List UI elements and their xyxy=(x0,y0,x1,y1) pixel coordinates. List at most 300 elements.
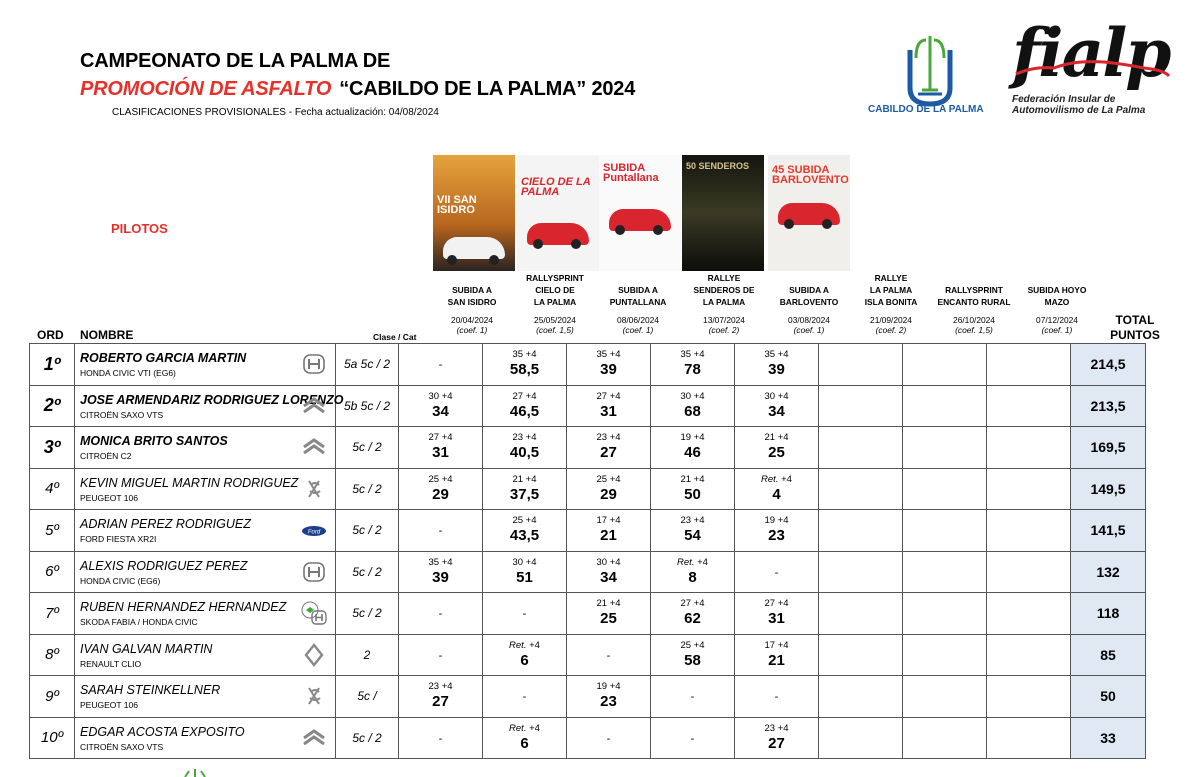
class-cell: 5c / 2 xyxy=(336,593,399,635)
result-points: 43,5 xyxy=(509,527,540,545)
event-title-line xyxy=(1015,272,1099,284)
class-cell: 5c / 2 xyxy=(336,468,399,510)
class-cell: 5c / 2 xyxy=(336,510,399,552)
result-breakdown: 35 +4 xyxy=(764,349,789,361)
total-points: 214,5 xyxy=(1071,344,1146,386)
result-breakdown: 25 +4 xyxy=(596,473,621,485)
result-breakdown: 30 +4 xyxy=(764,390,789,402)
result-cell-empty xyxy=(987,634,1071,676)
result-breakdown: 21 +4 xyxy=(680,473,705,485)
result-cell xyxy=(567,427,651,469)
result-cell-empty xyxy=(987,344,1071,386)
driver-cell xyxy=(75,344,336,386)
result-points: 68 xyxy=(684,402,701,420)
total-points: 33 xyxy=(1071,717,1146,759)
result-cell xyxy=(651,510,735,552)
driver-cell xyxy=(75,676,336,718)
no-result: - xyxy=(774,566,779,579)
result-breakdown: 27 +4 xyxy=(764,598,789,610)
skoda-honda-logo-icon xyxy=(301,601,327,625)
car-model: CITROËN SAXO VTS xyxy=(80,409,164,420)
result-cell xyxy=(567,385,651,427)
result-points: 78 xyxy=(684,361,701,379)
result-breakdown: Ret. +4 xyxy=(677,556,708,568)
result-points: 29 xyxy=(432,485,449,503)
table-row xyxy=(30,385,1146,427)
car-model: CITROËN C2 xyxy=(80,451,132,461)
event-title-line: CIELO DE xyxy=(535,285,575,295)
result-cell-empty xyxy=(987,468,1071,510)
result-breakdown: Ret. +4 xyxy=(509,639,540,651)
driver-name: ALEXIS RODRIGUEZ PEREZ xyxy=(80,558,248,573)
result-points: 21 xyxy=(600,527,617,545)
no-result: - xyxy=(606,732,611,745)
svg-text:Ford: Ford xyxy=(307,529,321,536)
table-row xyxy=(30,676,1146,718)
table-row xyxy=(30,717,1146,759)
car-model: PEUGEOT 106 xyxy=(80,492,138,503)
result-cell-empty xyxy=(819,344,903,386)
result-breakdown: 27 +4 xyxy=(596,390,621,402)
result-breakdown: 23 +4 xyxy=(680,515,705,527)
fialp-subtitle: Federación Insular de Automovilismo de La Palma xyxy=(1012,94,1146,116)
table-row xyxy=(30,634,1146,676)
driver-name: ADRIAN PEREZ RODRIGUEZ xyxy=(80,517,251,531)
result-breakdown: Ret. +4 xyxy=(509,722,540,734)
event-date xyxy=(596,315,680,335)
class-cell: 5c / 2 xyxy=(336,551,399,593)
result-points: 4 xyxy=(772,485,781,503)
event-title-line: SENDEROS DE xyxy=(693,285,755,295)
result-breakdown: 35 +4 xyxy=(512,349,537,361)
result-breakdown: 21 +4 xyxy=(764,432,789,444)
citroen-logo-icon xyxy=(301,435,327,459)
result-cell xyxy=(567,551,651,593)
result-points: 39 xyxy=(600,361,617,379)
result-points: 34 xyxy=(768,402,785,420)
event-date xyxy=(513,315,597,335)
position-cell: 9º xyxy=(30,676,75,718)
result-cell xyxy=(735,427,819,469)
event-date-text: 21/09/2024 xyxy=(870,315,912,325)
ford-logo-icon xyxy=(301,518,327,542)
event-header xyxy=(1015,272,1099,308)
result-cell-empty xyxy=(903,634,987,676)
result-breakdown: 30 +4 xyxy=(680,390,705,402)
result-cell-empty xyxy=(819,634,903,676)
total-points: 50 xyxy=(1071,676,1146,718)
result-cell xyxy=(651,344,735,386)
result-points: 39 xyxy=(432,568,449,586)
result-breakdown: 23 +4 xyxy=(428,681,453,693)
event-title-line: RALLYSPRINT xyxy=(945,285,1003,295)
result-cell xyxy=(735,717,819,759)
total-points: 169,5 xyxy=(1071,427,1146,469)
result-points: 21 xyxy=(768,651,785,669)
result-points: 58 xyxy=(684,651,701,669)
result-points: 37,5 xyxy=(509,485,540,503)
event-date-text: 26/10/2024 xyxy=(953,315,995,325)
result-points: 31 xyxy=(600,402,617,420)
result-cell xyxy=(567,634,651,676)
event-date-text: 13/07/2024 xyxy=(703,315,745,325)
peugeot-logo-icon xyxy=(301,684,327,708)
result-breakdown: 25 +4 xyxy=(512,515,537,527)
event-title-line: LA PALMA xyxy=(869,285,913,295)
car-model: CITROËN SAXO VTS xyxy=(80,741,164,752)
driver-name: JOSE ARMENDARIZ RODRIGUEZ LORENZO xyxy=(80,392,344,407)
event-title-line: SUBIDA A xyxy=(618,285,658,295)
event-title-line xyxy=(596,272,680,284)
position-cell: 2º xyxy=(30,385,75,427)
result-points: 34 xyxy=(600,568,617,586)
event-title-line: SUBIDA A xyxy=(789,285,829,295)
no-result: - xyxy=(438,608,443,621)
result-cell xyxy=(399,385,483,427)
leaf-logo-icon xyxy=(175,767,215,777)
result-cell xyxy=(483,634,567,676)
result-cell xyxy=(567,344,651,386)
table-row xyxy=(30,344,1146,386)
result-points: 23 xyxy=(600,693,617,711)
no-result: - xyxy=(690,691,695,704)
result-cell xyxy=(735,344,819,386)
result-cell-empty xyxy=(903,593,987,635)
result-breakdown: 27 +4 xyxy=(428,432,453,444)
event-date xyxy=(1015,315,1099,335)
result-points: 27 xyxy=(600,444,617,462)
result-cell xyxy=(567,468,651,510)
event-coef: (coef. 1,5) xyxy=(955,325,993,335)
result-points: 50 xyxy=(684,485,701,503)
event-title-line xyxy=(430,272,514,284)
result-cell xyxy=(735,634,819,676)
result-points: 46,5 xyxy=(509,402,540,420)
result-cell xyxy=(483,551,567,593)
result-points: 25 xyxy=(768,444,785,462)
event-coef: (coef. 1,5) xyxy=(536,325,574,335)
driver-name: ROBERTO GARCIA MARTIN xyxy=(80,351,247,365)
result-cell xyxy=(651,385,735,427)
event-title-line: RALLYE xyxy=(874,273,908,283)
event-header xyxy=(849,272,933,308)
event-date xyxy=(430,315,514,335)
result-cell xyxy=(483,427,567,469)
result-cell-empty xyxy=(903,676,987,718)
result-cell xyxy=(651,468,735,510)
event-date-text: 07/12/2024 xyxy=(1036,315,1078,325)
cabildo-logo-text: CABILDO DE LA PALMA xyxy=(868,104,984,115)
result-points: 39 xyxy=(768,361,785,379)
position-cell: 3º xyxy=(30,427,75,469)
event-title-line: ENCANTO RURAL xyxy=(937,297,1011,307)
result-cell-empty xyxy=(987,593,1071,635)
class-cell: 5c / 2 xyxy=(336,717,399,759)
result-cell xyxy=(483,676,567,718)
result-cell-empty xyxy=(903,510,987,552)
honda-logo-icon xyxy=(301,560,327,584)
result-cell-empty xyxy=(819,676,903,718)
result-points: 6 xyxy=(520,651,529,669)
result-cell xyxy=(651,551,735,593)
event-title-line: PUNTALLANA xyxy=(609,297,667,307)
result-points: 40,5 xyxy=(509,444,540,462)
no-result: - xyxy=(438,649,443,662)
event-coef: (coef. 2) xyxy=(875,325,907,335)
citroen-logo-icon xyxy=(301,726,327,750)
poster-puntallana[interactable]: SUBIDA Puntallana xyxy=(599,155,681,271)
result-points: 31 xyxy=(432,444,449,462)
car-model: SKODA FABIA / HONDA CIVIC xyxy=(80,617,198,627)
result-cell xyxy=(399,510,483,552)
result-cell xyxy=(567,717,651,759)
driver-cell xyxy=(75,717,336,759)
result-cell-empty xyxy=(819,551,903,593)
result-breakdown: 21 +4 xyxy=(512,473,537,485)
result-points: 6 xyxy=(520,734,529,752)
event-coef: (coef. 1) xyxy=(622,325,654,335)
result-cell xyxy=(399,427,483,469)
result-points: 8 xyxy=(688,568,697,586)
total-points: 141,5 xyxy=(1071,510,1146,552)
class-cell: 5b 5c / 2 xyxy=(336,385,399,427)
result-points: 62 xyxy=(684,610,701,628)
result-cell xyxy=(399,593,483,635)
result-cell xyxy=(399,551,483,593)
total-points: 118 xyxy=(1071,593,1146,635)
result-cell-empty xyxy=(819,717,903,759)
table-row xyxy=(30,510,1146,552)
result-cell xyxy=(483,344,567,386)
result-breakdown: 35 +4 xyxy=(596,349,621,361)
result-cell-empty xyxy=(903,717,987,759)
position-cell: 10º xyxy=(30,717,75,759)
event-title-line: RALLYE xyxy=(707,273,741,283)
standings-table xyxy=(29,343,1146,759)
result-points: 58,5 xyxy=(509,361,540,379)
event-coef: (coef. 2) xyxy=(708,325,740,335)
result-cell-empty xyxy=(987,551,1071,593)
result-cell-empty xyxy=(987,676,1071,718)
column-header-nombre: NOMBRE xyxy=(80,328,134,342)
event-title-line: SUBIDA HOYO xyxy=(1027,285,1087,295)
result-points: 23 xyxy=(768,527,785,545)
result-points: 25 xyxy=(600,610,617,628)
no-result: - xyxy=(690,732,695,745)
result-breakdown: 23 +4 xyxy=(596,432,621,444)
result-cell xyxy=(651,634,735,676)
update-subtitle: CLASIFICACIONES PROVISIONALES - Fecha actualización: 04/08/2024 xyxy=(112,107,439,118)
event-title-line: LA PALMA xyxy=(533,297,577,307)
total-points: 149,5 xyxy=(1071,468,1146,510)
poster-senderos[interactable]: 50 SENDEROS xyxy=(682,155,764,271)
result-cell xyxy=(483,510,567,552)
result-breakdown: 23 +4 xyxy=(764,722,789,734)
event-title-line: MAZO xyxy=(1044,297,1070,307)
column-header-total: TOTAL PUNTOS xyxy=(1110,313,1160,342)
result-breakdown: 17 +4 xyxy=(596,515,621,527)
result-cell xyxy=(567,510,651,552)
event-date xyxy=(767,315,851,335)
position-cell: 4º xyxy=(30,468,75,510)
table-row xyxy=(30,468,1146,510)
result-cell-empty xyxy=(819,510,903,552)
position-cell: 5º xyxy=(30,510,75,552)
result-breakdown: 30 +4 xyxy=(596,556,621,568)
driver-name: RUBEN HERNANDEZ HERNANDEZ xyxy=(80,600,287,614)
result-breakdown: 19 +4 xyxy=(680,432,705,444)
no-result: - xyxy=(438,732,443,745)
fialp-wordmark: fialp xyxy=(1012,14,1170,92)
position-cell: 7º xyxy=(30,593,75,635)
event-header xyxy=(596,272,680,308)
table-row xyxy=(30,427,1146,469)
event-title-line: BARLOVENTO xyxy=(779,297,839,307)
result-cell xyxy=(651,676,735,718)
no-result: - xyxy=(606,649,611,662)
total-points: 132 xyxy=(1071,551,1146,593)
result-points: 31 xyxy=(768,610,785,628)
result-points: 29 xyxy=(600,485,617,503)
result-breakdown: 35 +4 xyxy=(680,349,705,361)
result-breakdown: 27 +4 xyxy=(680,598,705,610)
result-cell xyxy=(399,468,483,510)
event-title-line: SUBIDA A xyxy=(452,285,492,295)
result-cell xyxy=(735,551,819,593)
result-breakdown: 35 +4 xyxy=(428,556,453,568)
car-model: PEUGEOT 106 xyxy=(80,700,138,710)
driver-cell xyxy=(75,593,336,635)
result-cell-empty xyxy=(903,344,987,386)
position-cell: 6º xyxy=(30,551,75,593)
result-cell-empty xyxy=(819,468,903,510)
column-header-ord: ORD xyxy=(37,328,64,342)
title-highlight: PROMOCIÓN DE ASFALTO xyxy=(80,78,332,100)
result-cell xyxy=(483,717,567,759)
peugeot-logo-icon xyxy=(301,477,327,501)
event-title-line: ISLA BONITA xyxy=(864,297,918,307)
event-coef: (coef. 1) xyxy=(793,325,825,335)
result-points: 51 xyxy=(516,568,533,586)
class-cell: 5c / xyxy=(336,676,399,718)
result-points: 27 xyxy=(768,734,785,752)
result-cell-empty xyxy=(987,717,1071,759)
result-cell-empty xyxy=(819,593,903,635)
result-breakdown: 25 +4 xyxy=(428,473,453,485)
result-cell xyxy=(651,717,735,759)
table-row xyxy=(30,551,1146,593)
position-cell: 8º xyxy=(30,634,75,676)
no-result: - xyxy=(774,691,779,704)
result-points: 34 xyxy=(432,402,449,420)
driver-name: MONICA BRITO SANTOS xyxy=(80,434,228,448)
result-points: 54 xyxy=(684,527,701,545)
result-breakdown: 19 +4 xyxy=(596,681,621,693)
result-points: 46 xyxy=(684,444,701,462)
event-date xyxy=(932,315,1016,335)
result-cell xyxy=(483,468,567,510)
driver-cell xyxy=(75,510,336,552)
total-points: 85 xyxy=(1071,634,1146,676)
poster-san-isidro[interactable]: VII SAN ISIDRO xyxy=(433,155,515,271)
no-result: - xyxy=(438,525,443,538)
driver-name: SARAH STEINKELLNER xyxy=(80,683,221,697)
poster-cielo-de-la-palma[interactable]: CIELO DE LA PALMA xyxy=(517,155,599,271)
event-header xyxy=(767,272,851,308)
result-cell xyxy=(399,634,483,676)
car-silhouette-icon xyxy=(1014,56,1174,80)
driver-cell xyxy=(75,427,336,469)
result-cell-empty xyxy=(903,468,987,510)
event-date xyxy=(849,315,933,335)
table-row xyxy=(30,593,1146,635)
poster-barlovento[interactable]: 45 SUBIDA BARLOVENTO xyxy=(768,155,850,271)
result-breakdown: 17 +4 xyxy=(764,639,789,651)
car-model: HONDA CIVIC VTI (EG6) xyxy=(80,368,176,378)
result-cell xyxy=(399,676,483,718)
column-header-clase: Clase / Cat xyxy=(373,332,417,342)
driver-cell xyxy=(75,551,336,593)
honda-logo-icon xyxy=(301,352,327,376)
total-points: 213,5 xyxy=(1071,385,1146,427)
driver-cell xyxy=(75,468,336,510)
result-cell xyxy=(567,676,651,718)
class-cell: 5a 5c / 2 xyxy=(336,344,399,386)
driver-name: KEVIN MIGUEL MARTIN RODRIGUEZ xyxy=(80,475,299,490)
result-points: 27 xyxy=(432,693,449,711)
renault-logo-icon xyxy=(301,643,327,667)
result-cell xyxy=(735,593,819,635)
result-breakdown: 30 +4 xyxy=(428,390,453,402)
result-cell xyxy=(399,344,483,386)
event-date-text: 08/06/2024 xyxy=(617,315,659,325)
result-cell xyxy=(483,385,567,427)
event-title-line: RALLYSPRINT xyxy=(526,273,584,283)
event-coef: (coef. 1) xyxy=(456,325,488,335)
event-header xyxy=(430,272,514,308)
no-result: - xyxy=(522,691,527,704)
result-breakdown: 23 +4 xyxy=(512,432,537,444)
driver-cell xyxy=(75,385,344,427)
event-date xyxy=(682,315,766,335)
event-title-line xyxy=(932,272,1016,284)
result-cell xyxy=(651,593,735,635)
result-breakdown: 30 +4 xyxy=(512,556,537,568)
event-header xyxy=(932,272,1016,308)
event-header xyxy=(513,272,597,308)
result-cell xyxy=(651,427,735,469)
result-breakdown: 25 +4 xyxy=(680,639,705,651)
result-cell xyxy=(567,593,651,635)
result-cell xyxy=(483,593,567,635)
car-model: FORD FIESTA XR2I xyxy=(80,534,157,544)
result-cell xyxy=(735,510,819,552)
result-cell-empty xyxy=(903,427,987,469)
fialp-logo xyxy=(1012,14,1192,122)
event-date-text: 25/05/2024 xyxy=(534,315,576,325)
title-rest: “CABILDO DE LA PALMA” 2024 xyxy=(339,78,636,100)
page-title-line1: CAMPEONATO DE LA PALMA DE xyxy=(80,50,391,72)
result-cell xyxy=(735,468,819,510)
result-cell xyxy=(399,717,483,759)
section-label: PILOTOS xyxy=(111,221,168,236)
driver-name: IVAN GALVAN MARTIN xyxy=(80,641,213,656)
result-breakdown: 27 +4 xyxy=(512,390,537,402)
event-title-line: LA PALMA xyxy=(702,297,746,307)
result-breakdown: 19 +4 xyxy=(764,515,789,527)
result-cell xyxy=(735,385,819,427)
event-title-line: SAN ISIDRO xyxy=(447,297,497,307)
